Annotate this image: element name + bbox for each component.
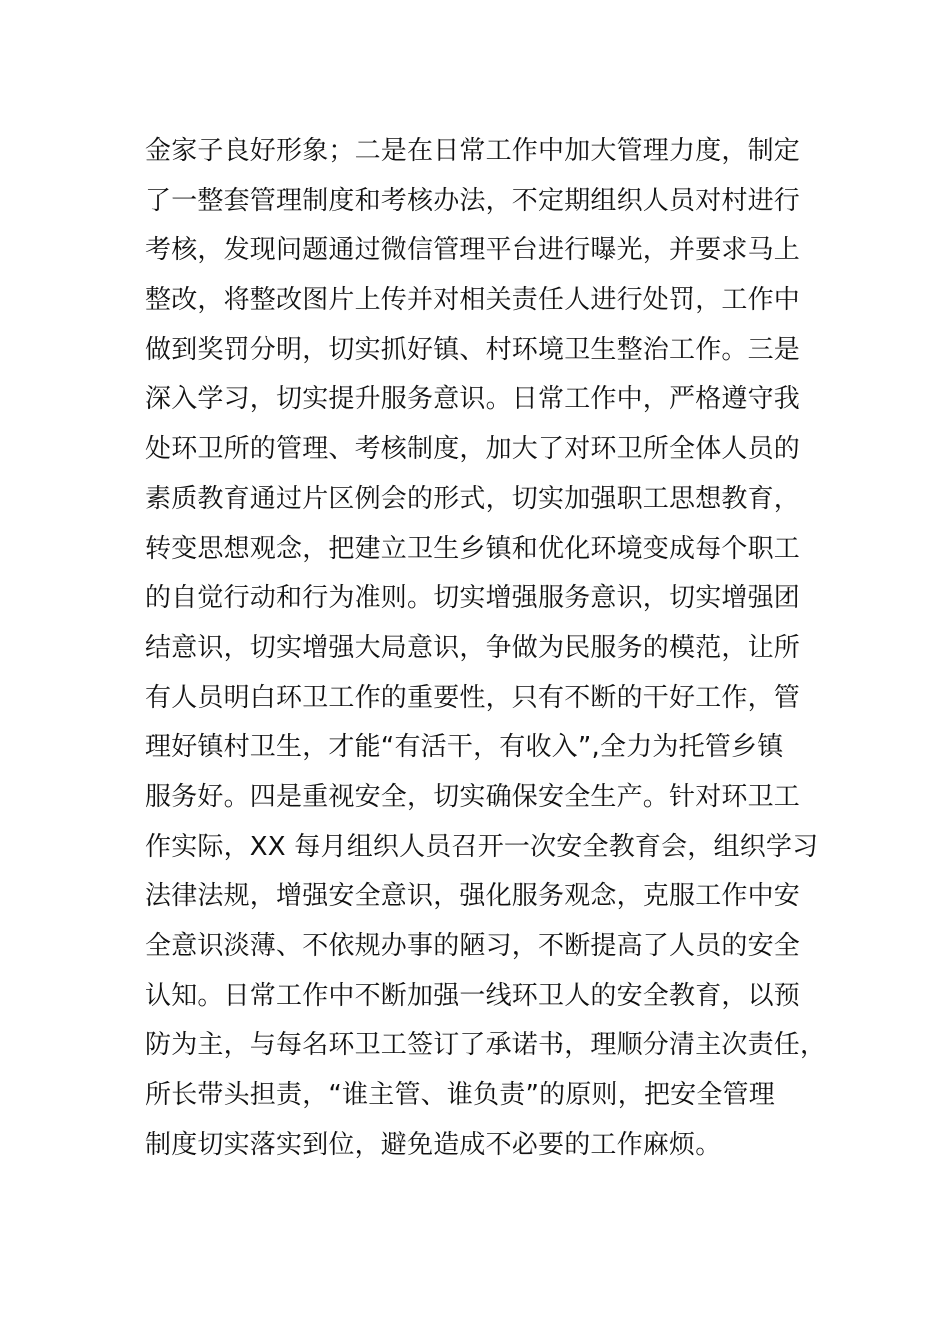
text-line: 防为主，与每名环卫工签订了承诺书，理顺分清主次责任， (145, 1030, 827, 1061)
body-paragraph (145, 127, 825, 1170)
text-line: 素质教育通过片区例会的形式，切实加强职工思想教育， (145, 483, 801, 514)
text-line: 做到奖罚分明，切实抓好镇、村环境卫生整治工作。三是 (145, 334, 801, 365)
text-line: 转变思想观念，把建立卫生乡镇和优化环境变成每个职工 (145, 533, 801, 564)
text-line: 金家子良好形象；二是在日常工作中加大管理力度，制定 (145, 136, 801, 166)
text-line: 认知。日常工作中不断加强一线环卫人的安全教育，以预 (145, 980, 801, 1011)
text-line: 整改，将整改图片上传并对相关责任人进行处罚，工作中 (145, 285, 801, 316)
text-line: 理好镇村卫生，才能“有活干，有收入”,全力为托管乡镇 (145, 732, 784, 763)
text-line: 制度切实落实到位，避免造成不必要的工作麻烦。 (145, 1129, 722, 1160)
text-line: 深入学习，切实提升服务意识。日常工作中，严格遵守我 (145, 384, 801, 415)
text-line: 法律法规，增强安全意识，强化服务观念，克服工作中安 (145, 881, 801, 912)
text-line: 服务好。四是重视安全，切实确保安全生产。针对环卫工 (145, 781, 801, 812)
text-line: 处环卫所的管理、考核制度，加大了对环卫所全体人员的 (145, 434, 801, 465)
text-line: 的自觉行动和行为准则。切实增强服务意识，切实增强团 (145, 583, 801, 614)
text-line: 考核，发现问题通过微信管理平台进行曝光，并要求马上 (145, 235, 801, 266)
text-line: 所长带头担责，“谁主管、谁负责”的原则，把安全管理 (145, 1080, 775, 1111)
text-line: 作实际，XX 每月组织人员召开一次安全教育会，组织学习 (145, 831, 819, 862)
text-line: 有人员明白环卫工作的重要性，只有不断的干好工作，管 (145, 682, 801, 713)
text-line: 结意识，切实增强大局意识，争做为民服务的模范，让所 (145, 632, 801, 663)
text-line: 了一整套管理制度和考核办法，不定期组织人员对村进行 (145, 185, 801, 216)
text-line: 全意识淡薄、不依规办事的陋习，不断提高了人员的安全 (145, 931, 801, 961)
